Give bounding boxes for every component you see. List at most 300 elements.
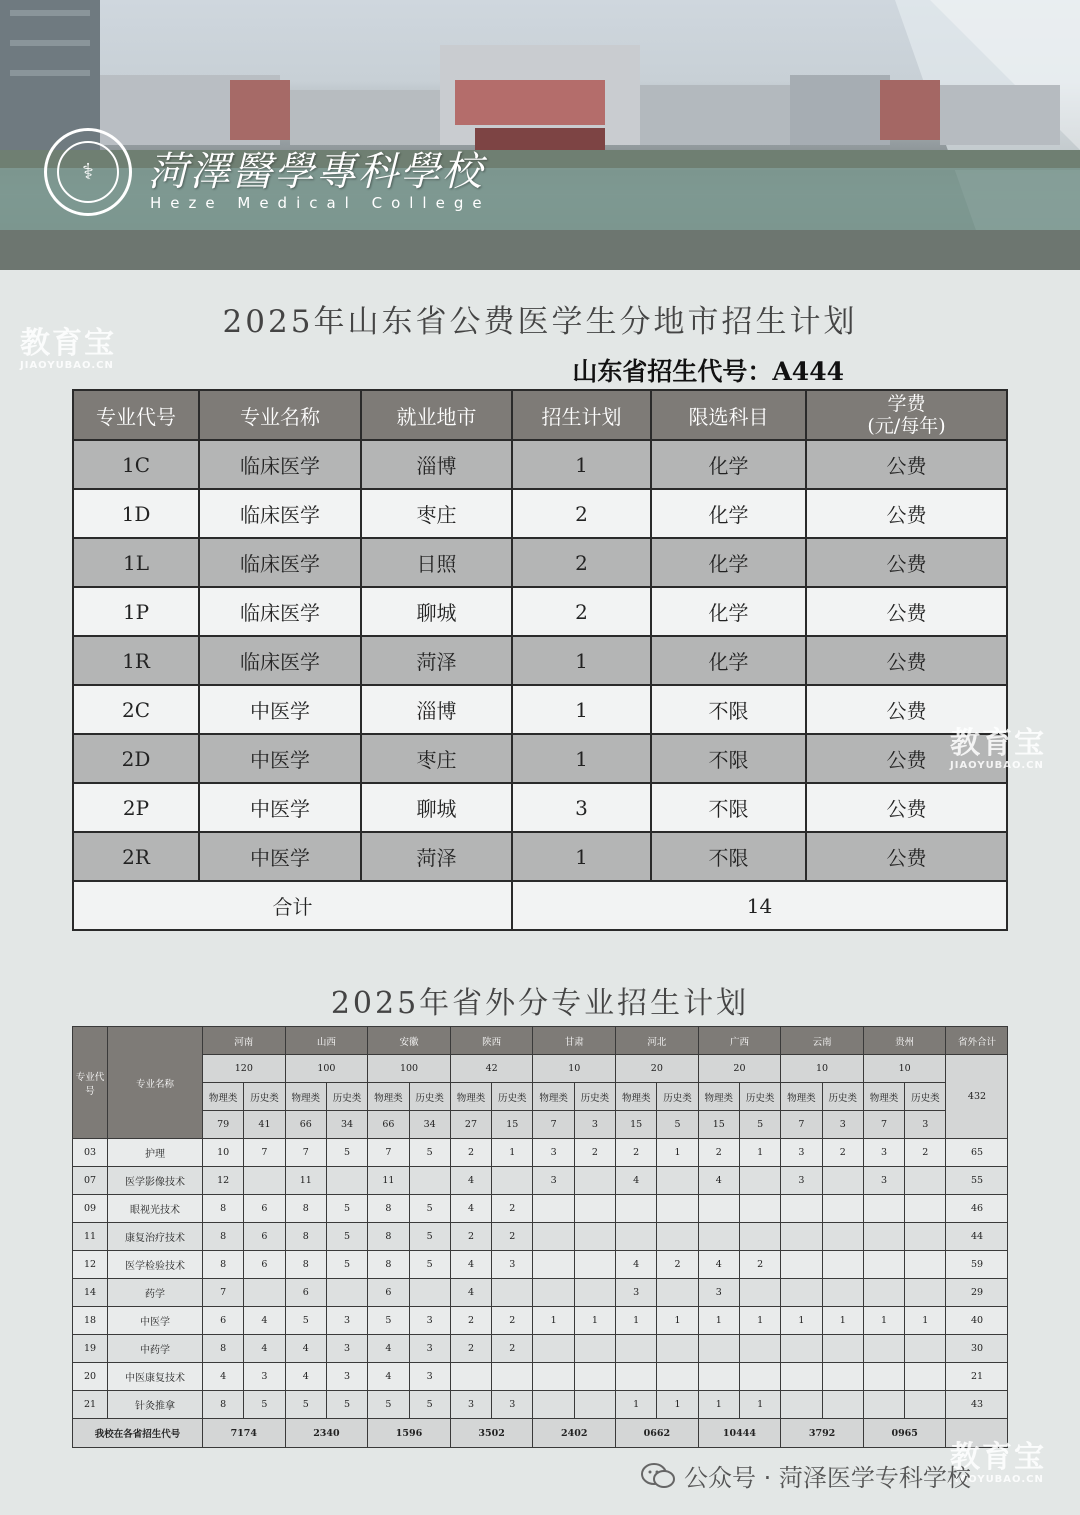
plan-cell: 7 <box>203 1279 244 1307</box>
plan-cell <box>905 1363 946 1391</box>
plan-cell: 4 <box>698 1167 739 1195</box>
plan-cell: 1 <box>616 1391 657 1419</box>
plan-cell <box>533 1363 574 1391</box>
province-code: 0662 <box>616 1419 699 1448</box>
province-code: 0965 <box>863 1419 946 1448</box>
plan-cell <box>533 1223 574 1251</box>
major-name: 针灸推拿 <box>108 1391 203 1419</box>
history-count: 3 <box>822 1111 863 1139</box>
major-code: 20 <box>73 1363 108 1391</box>
fee-header-line1: 学费 <box>887 393 926 415</box>
plan-cell: 3 <box>492 1391 533 1419</box>
province-name: 贵州 <box>863 1027 946 1055</box>
category-history: 历史类 <box>574 1083 615 1111</box>
history-count: 34 <box>326 1111 367 1139</box>
province-total-row <box>73 1055 1008 1083</box>
major-code: 18 <box>73 1307 108 1335</box>
cell-major: 中医学 <box>199 734 361 783</box>
plan-cell <box>781 1251 822 1279</box>
row-total: 55 <box>946 1167 1008 1195</box>
plan-cell: 6 <box>368 1279 409 1307</box>
cell-subject: 不限 <box>651 685 806 734</box>
cell-subject: 化学 <box>651 440 806 489</box>
cell-city: 淄博 <box>361 440 512 489</box>
total-label: 合计 <box>73 881 512 930</box>
major-name: 护理 <box>108 1139 203 1167</box>
province-code: 3502 <box>450 1419 533 1448</box>
plan-cell <box>657 1167 698 1195</box>
plan-cell <box>781 1195 822 1223</box>
plan-cell: 3 <box>409 1363 450 1391</box>
category-history: 历史类 <box>409 1083 450 1111</box>
province-name: 甘肃 <box>533 1027 616 1055</box>
row-total: 30 <box>946 1335 1008 1363</box>
table-row <box>73 1279 1008 1307</box>
cell-plan: 2 <box>512 538 651 587</box>
plan-cell: 5 <box>409 1251 450 1279</box>
history-count: 3 <box>905 1111 946 1139</box>
category-history: 历史类 <box>657 1083 698 1111</box>
plan-cell: 3 <box>326 1335 367 1363</box>
plan-cell: 8 <box>203 1251 244 1279</box>
plan-cell <box>657 1279 698 1307</box>
province-code: 10444 <box>698 1419 781 1448</box>
plan-cell: 8 <box>285 1223 326 1251</box>
cell-fee: 公费 <box>806 636 1007 685</box>
plan-cell: 8 <box>285 1251 326 1279</box>
major-name: 中医学 <box>108 1307 203 1335</box>
cell-code: 2C <box>73 685 199 734</box>
total-row <box>73 881 1007 930</box>
plan-cell: 2 <box>492 1335 533 1363</box>
row-total: 46 <box>946 1195 1008 1223</box>
plan-cell: 5 <box>409 1139 450 1167</box>
row-total: 59 <box>946 1251 1008 1279</box>
plan-cell <box>698 1195 739 1223</box>
cell-code: 2D <box>73 734 199 783</box>
cell-plan: 1 <box>512 832 651 881</box>
plan-cell <box>822 1335 863 1363</box>
plan-cell: 6 <box>244 1195 285 1223</box>
plan-cell <box>822 1195 863 1223</box>
plan-cell: 6 <box>285 1279 326 1307</box>
plan-cell: 3 <box>533 1139 574 1167</box>
cell-code: 1P <box>73 587 199 636</box>
out-of-province-plan-table <box>72 1026 1008 1448</box>
plan-cell: 2 <box>450 1139 491 1167</box>
cell-fee: 公费 <box>806 734 1007 783</box>
table-row <box>73 1195 1008 1223</box>
province-total: 100 <box>285 1055 368 1083</box>
province-name: 山西 <box>285 1027 368 1055</box>
province-total: 42 <box>450 1055 533 1083</box>
province-code: 3792 <box>781 1419 864 1448</box>
cell-city: 日照 <box>361 538 512 587</box>
plan-cell <box>822 1167 863 1195</box>
plan-cell: 2 <box>698 1139 739 1167</box>
plan-cell <box>781 1279 822 1307</box>
plan-cell <box>698 1223 739 1251</box>
plan-cell <box>657 1363 698 1391</box>
cell-subject: 不限 <box>651 783 806 832</box>
category-history: 历史类 <box>244 1083 285 1111</box>
major-name: 医学检验技术 <box>108 1251 203 1279</box>
plan-cell <box>616 1335 657 1363</box>
plan-cell: 3 <box>244 1363 285 1391</box>
plan-cell <box>492 1167 533 1195</box>
category-history: 历史类 <box>739 1083 780 1111</box>
plan-cell: 2 <box>450 1335 491 1363</box>
col-code-header: 专业代号 <box>73 1027 108 1139</box>
plan-cell: 1 <box>781 1307 822 1335</box>
watermark <box>950 728 1046 771</box>
table-row <box>73 1223 1008 1251</box>
table-row <box>73 1167 1008 1195</box>
history-count: 5 <box>657 1111 698 1139</box>
cell-city: 枣庄 <box>361 734 512 783</box>
plan-cell: 5 <box>368 1307 409 1335</box>
plan-cell: 4 <box>450 1195 491 1223</box>
cell-city: 聊城 <box>361 783 512 832</box>
cell-plan: 3 <box>512 783 651 832</box>
col-major-header: 专业名称 <box>108 1027 203 1139</box>
major-code: 14 <box>73 1279 108 1307</box>
province-code: 2340 <box>285 1419 368 1448</box>
plan-cell <box>739 1279 780 1307</box>
category-physics: 物理类 <box>533 1083 574 1111</box>
plan-cell: 1 <box>657 1391 698 1419</box>
cell-fee: 公费 <box>806 832 1007 881</box>
header-cell: 专业代号 <box>73 390 199 440</box>
plan-cell <box>905 1335 946 1363</box>
plan-cell: 3 <box>781 1167 822 1195</box>
cell-city: 淄博 <box>361 685 512 734</box>
plan-cell: 4 <box>368 1363 409 1391</box>
plan-cell <box>574 1223 615 1251</box>
history-count: 34 <box>409 1111 450 1139</box>
plan-cell: 1 <box>657 1139 698 1167</box>
category-physics: 物理类 <box>863 1083 904 1111</box>
category-physics: 物理类 <box>285 1083 326 1111</box>
plan-cell: 4 <box>450 1279 491 1307</box>
plan-cell: 7 <box>244 1139 285 1167</box>
plan-cell <box>657 1223 698 1251</box>
plan-cell: 5 <box>285 1307 326 1335</box>
history-count: 5 <box>739 1111 780 1139</box>
row-total: 29 <box>946 1279 1008 1307</box>
row-total: 40 <box>946 1307 1008 1335</box>
physics-count: 66 <box>368 1111 409 1139</box>
plan-cell <box>616 1195 657 1223</box>
major-code: 07 <box>73 1167 108 1195</box>
college-name-cn: 菏澤醫學專科學校 <box>148 149 484 195</box>
plan-cell <box>781 1223 822 1251</box>
cell-plan: 2 <box>512 489 651 538</box>
category-count-row <box>73 1111 1008 1139</box>
cell-subject: 化学 <box>651 587 806 636</box>
physics-count: 7 <box>863 1111 904 1139</box>
plan-cell <box>863 1195 904 1223</box>
province-name: 河南 <box>203 1027 286 1055</box>
plan-cell <box>905 1167 946 1195</box>
header-cell: 就业地市 <box>361 390 512 440</box>
cell-major: 临床医学 <box>199 489 361 538</box>
plan-cell: 1 <box>822 1307 863 1335</box>
plan-cell: 8 <box>203 1335 244 1363</box>
header-cell: 限选科目 <box>651 390 806 440</box>
plan-cell <box>492 1363 533 1391</box>
row-total: 44 <box>946 1223 1008 1251</box>
plan-cell: 1 <box>533 1307 574 1335</box>
total-value: 14 <box>512 881 1007 930</box>
plan-cell: 2 <box>492 1223 533 1251</box>
major-code: 21 <box>73 1391 108 1419</box>
plan-cell: 3 <box>863 1139 904 1167</box>
footer-text: 公众号 · 菏泽医学专科学校 <box>684 1464 971 1492</box>
plan-cell <box>657 1195 698 1223</box>
province-name: 云南 <box>781 1027 864 1055</box>
province-code: 1596 <box>368 1419 451 1448</box>
plan-cell: 3 <box>450 1391 491 1419</box>
cell-subject: 化学 <box>651 636 806 685</box>
plan-cell: 5 <box>326 1251 367 1279</box>
plan-cell <box>244 1279 285 1307</box>
cell-plan: 2 <box>512 587 651 636</box>
table-row <box>73 489 1007 538</box>
cell-fee: 公费 <box>806 538 1007 587</box>
plan-cell: 5 <box>326 1223 367 1251</box>
plan-cell: 4 <box>616 1251 657 1279</box>
header-cell: 专业名称 <box>199 390 361 440</box>
plan-cell: 5 <box>285 1391 326 1419</box>
row-total: 21 <box>946 1363 1008 1391</box>
cell-city: 菏泽 <box>361 832 512 881</box>
plan-cell: 1 <box>739 1139 780 1167</box>
category-history: 历史类 <box>822 1083 863 1111</box>
history-count: 3 <box>574 1111 615 1139</box>
table-row <box>73 587 1007 636</box>
cell-plan: 1 <box>512 734 651 783</box>
table-row <box>73 783 1007 832</box>
plan-cell: 6 <box>244 1223 285 1251</box>
major-name: 医学影像技术 <box>108 1167 203 1195</box>
cell-code: 1C <box>73 440 199 489</box>
major-code: 09 <box>73 1195 108 1223</box>
plan-cell: 7 <box>285 1139 326 1167</box>
plan-cell: 1 <box>574 1307 615 1335</box>
cell-subject: 化学 <box>651 489 806 538</box>
province-total: 20 <box>698 1055 781 1083</box>
cell-plan: 1 <box>512 440 651 489</box>
plan-cell <box>739 1335 780 1363</box>
plan-cell <box>698 1335 739 1363</box>
plan-cell: 3 <box>409 1307 450 1335</box>
plan-cell: 2 <box>450 1223 491 1251</box>
plan-cell <box>574 1391 615 1419</box>
plan-cell <box>822 1223 863 1251</box>
plan-cell <box>863 1251 904 1279</box>
plan-cell: 2 <box>657 1251 698 1279</box>
cell-major: 中医学 <box>199 685 361 734</box>
plan-cell: 3 <box>616 1279 657 1307</box>
category-history: 历史类 <box>326 1083 367 1111</box>
table-row <box>73 1251 1008 1279</box>
table-row <box>73 1335 1008 1363</box>
plan-cell: 3 <box>533 1167 574 1195</box>
plan-cell: 2 <box>616 1139 657 1167</box>
plan-cell: 3 <box>326 1307 367 1335</box>
category-history: 历史类 <box>492 1083 533 1111</box>
plan-cell: 5 <box>326 1139 367 1167</box>
cell-code: 1L <box>73 538 199 587</box>
plan-cell: 4 <box>616 1167 657 1195</box>
province-header-row <box>73 1027 1008 1055</box>
table-row <box>73 1307 1008 1335</box>
grand-total: 432 <box>946 1055 1008 1139</box>
cell-city: 聊城 <box>361 587 512 636</box>
cell-fee: 公费 <box>806 440 1007 489</box>
major-code: 11 <box>73 1223 108 1251</box>
plan-cell: 1 <box>739 1391 780 1419</box>
province-name: 广西 <box>698 1027 781 1055</box>
cell-major: 中医学 <box>199 783 361 832</box>
category-physics: 物理类 <box>203 1083 244 1111</box>
plan-cell <box>905 1391 946 1419</box>
plan-cell: 4 <box>244 1335 285 1363</box>
plan-cell <box>822 1279 863 1307</box>
plan-cell: 5 <box>409 1391 450 1419</box>
category-physics: 物理类 <box>781 1083 822 1111</box>
plan-cell <box>326 1167 367 1195</box>
plan-cell: 1 <box>492 1139 533 1167</box>
plan-cell: 1 <box>905 1307 946 1335</box>
plan-cell <box>822 1251 863 1279</box>
plan-cell: 1 <box>863 1307 904 1335</box>
plan-cell: 7 <box>368 1139 409 1167</box>
header-cell-fee <box>806 390 1007 440</box>
campus-banner <box>0 0 1080 270</box>
plan-cell: 1 <box>657 1307 698 1335</box>
plan-cell <box>450 1363 491 1391</box>
plan-cell: 4 <box>698 1251 739 1279</box>
physics-count: 15 <box>698 1111 739 1139</box>
plan-cell <box>533 1335 574 1363</box>
watermark-url: JIAOYUBAO.CN <box>950 760 1044 771</box>
major-code: 19 <box>73 1335 108 1363</box>
plan-cell <box>905 1251 946 1279</box>
cell-subject: 不限 <box>651 734 806 783</box>
plan-cell: 1 <box>616 1307 657 1335</box>
province-total: 10 <box>533 1055 616 1083</box>
plan-cell <box>739 1195 780 1223</box>
cell-city: 枣庄 <box>361 489 512 538</box>
cell-subject: 不限 <box>651 832 806 881</box>
plan-cell: 1 <box>698 1307 739 1335</box>
major-code: 03 <box>73 1139 108 1167</box>
cell-plan: 1 <box>512 685 651 734</box>
plan-cell <box>326 1279 367 1307</box>
plan-cell <box>739 1223 780 1251</box>
province-code: 2402 <box>533 1419 616 1448</box>
cell-code: 1R <box>73 636 199 685</box>
physics-count: 27 <box>450 1111 491 1139</box>
major-code: 12 <box>73 1251 108 1279</box>
college-name-en: Heze Medical College <box>150 194 491 212</box>
plan-cell <box>533 1391 574 1419</box>
province-name: 陕西 <box>450 1027 533 1055</box>
cell-code: 1D <box>73 489 199 538</box>
province-code: 7174 <box>203 1419 286 1448</box>
plan-cell: 3 <box>863 1167 904 1195</box>
row-total: 65 <box>946 1139 1008 1167</box>
province-name: 河北 <box>616 1027 699 1055</box>
cell-code: 2P <box>73 783 199 832</box>
table-row <box>73 636 1007 685</box>
plan-cell <box>905 1279 946 1307</box>
physics-count: 7 <box>781 1111 822 1139</box>
plan-cell: 5 <box>244 1391 285 1419</box>
cell-major: 临床医学 <box>199 440 361 489</box>
plan-cell <box>781 1391 822 1419</box>
enrollment-code: 山东省招生代号：A444 <box>572 357 844 386</box>
plan-cell: 2 <box>739 1251 780 1279</box>
plan-cell: 4 <box>244 1307 285 1335</box>
plan-cell: 5 <box>326 1195 367 1223</box>
province-code-row <box>73 1419 1008 1448</box>
plan-cell <box>533 1279 574 1307</box>
cell-major: 中医学 <box>199 832 361 881</box>
major-name: 中医康复技术 <box>108 1363 203 1391</box>
plan-cell <box>409 1279 450 1307</box>
cell-fee: 公费 <box>806 783 1007 832</box>
category-history: 历史类 <box>905 1083 946 1111</box>
plan-cell: 4 <box>285 1363 326 1391</box>
physics-count: 66 <box>285 1111 326 1139</box>
plan-cell: 1 <box>698 1391 739 1419</box>
plan-cell <box>574 1195 615 1223</box>
plan-cell: 8 <box>285 1195 326 1223</box>
watermark-text: 教育宝 <box>950 1440 1046 1475</box>
plan-cell <box>244 1167 285 1195</box>
plan-cell: 11 <box>285 1167 326 1195</box>
watermark-text: 教育宝 <box>20 326 116 361</box>
plan-cell: 8 <box>203 1195 244 1223</box>
plan-cell <box>863 1223 904 1251</box>
plan-cell: 4 <box>285 1335 326 1363</box>
fee-header-line2: (元/每年) <box>867 415 946 437</box>
campus-illustration <box>0 0 1080 270</box>
plan-cell: 8 <box>203 1223 244 1251</box>
plan-cell <box>574 1279 615 1307</box>
plan-cell <box>492 1279 533 1307</box>
plan-cell <box>739 1363 780 1391</box>
plan-cell: 2 <box>492 1307 533 1335</box>
plan-cell <box>574 1363 615 1391</box>
physics-count: 15 <box>616 1111 657 1139</box>
table-row <box>73 1139 1008 1167</box>
plan-cell <box>905 1195 946 1223</box>
cell-code: 2R <box>73 832 199 881</box>
category-physics: 物理类 <box>450 1083 491 1111</box>
cell-fee: 公费 <box>806 489 1007 538</box>
plan-cell: 10 <box>203 1139 244 1167</box>
cell-fee: 公费 <box>806 587 1007 636</box>
category-row <box>73 1083 1008 1111</box>
major-name: 药学 <box>108 1279 203 1307</box>
plan-cell: 8 <box>368 1223 409 1251</box>
category-physics: 物理类 <box>698 1083 739 1111</box>
table-row <box>73 685 1007 734</box>
